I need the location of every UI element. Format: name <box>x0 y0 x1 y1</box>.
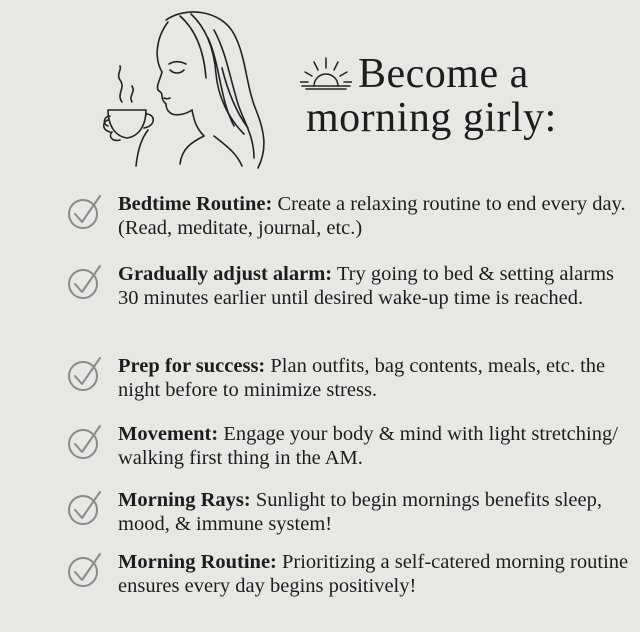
title-part-1: Become a <box>358 51 529 97</box>
checkmark-circle-icon <box>64 192 118 237</box>
tip-title: Morning Rays: <box>118 489 251 511</box>
tip-title: Prep for success: <box>118 355 266 377</box>
tip-item <box>64 262 634 354</box>
tip-description: Engage your body & mind with light stretching/ walking first thing in the AM. <box>118 423 618 469</box>
tip-text <box>118 262 634 310</box>
tip-title: Gradually adjust alarm: <box>118 263 333 285</box>
tip-item <box>64 488 634 550</box>
tip-item <box>64 192 634 262</box>
tip-item <box>64 550 634 622</box>
checkmark-circle-icon <box>64 422 118 467</box>
checkmark-circle-icon <box>64 354 118 399</box>
tip-title: Bedtime Routine: <box>118 193 273 215</box>
tip-description: Try going to bed & setting alarms 30 minutes earlier until desired wake-up time is reached. <box>118 263 614 309</box>
tip-description: Sunlight to begin mornings benefits sleep, mood, & immune system! <box>118 489 603 535</box>
checkmark-circle-icon <box>64 488 118 533</box>
tip-text <box>118 550 634 598</box>
tip-description: Prioritizing a self-catered morning routine ensures every day begins positively! <box>118 551 629 597</box>
title-line-1 <box>300 52 630 96</box>
tip-text <box>118 488 634 536</box>
tip-description: Create a relaxing routine to end every day. (Read, meditate, journal, etc.) <box>118 193 626 239</box>
tip-title: Movement: <box>118 423 219 445</box>
tip-description: Plan outfits, bag contents, meals, etc. the night before to minimize stress. <box>118 355 606 401</box>
tip-text <box>118 192 634 240</box>
tip-item <box>64 354 634 422</box>
heading <box>300 52 630 140</box>
tips-list <box>64 192 634 622</box>
checkmark-circle-icon <box>64 262 118 307</box>
woman-with-coffee-illustration <box>96 8 271 170</box>
title-line-2: morning girly: <box>306 95 557 141</box>
tip-text <box>118 422 634 470</box>
checkmark-circle-icon <box>64 550 118 595</box>
tip-text <box>118 354 634 402</box>
sunrise-icon <box>300 56 352 90</box>
tip-item <box>64 422 634 488</box>
tip-title: Morning Routine: <box>118 551 277 573</box>
